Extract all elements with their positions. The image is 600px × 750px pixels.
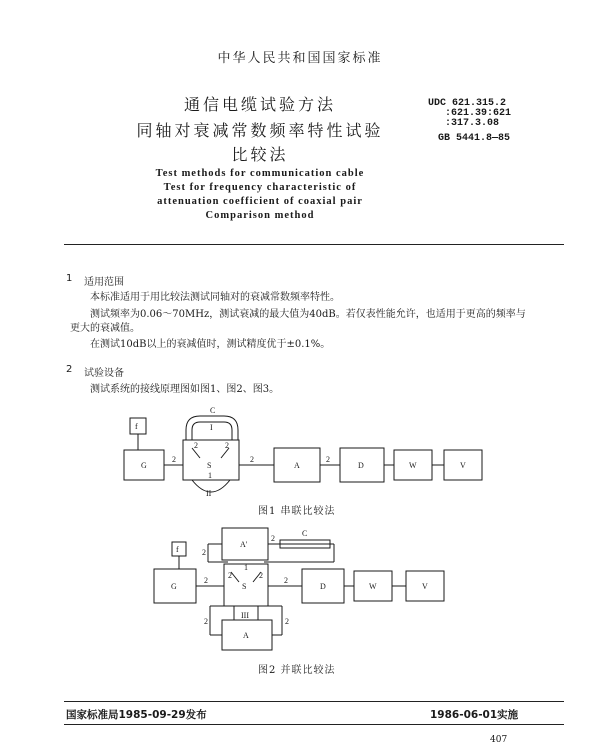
fig2-label-a: A [243,631,249,640]
english-title-line-2: Test for frequency characteristic of [163,182,357,193]
fig2-num-1: 1 [244,563,248,572]
fig1-label-v: V [460,461,466,470]
fig1-label-d: D [358,461,364,470]
udc-code-line-2: :621.39:621 [445,108,512,119]
fig1-label-s: S [207,461,212,470]
fig2-label-s: S [242,582,247,591]
fig1-num-2b: 2 [250,455,254,464]
figure-1-caption: 图1 串联比较法 [258,506,336,517]
fig2-num-2g: 2 [204,617,208,626]
fig2-box-f [172,542,186,556]
fig1-label-g: G [141,461,147,470]
fig2-label-g: G [171,582,177,591]
section-2-paragraph-1: 测试系统的接线原理图如图1、图2、图3。 [90,384,280,395]
fig2-num-2a: 2 [202,548,206,557]
fig1-label-ii: II [206,489,212,498]
section-1-number: 1 [66,273,73,284]
fig2-num-2h: 2 [285,617,289,626]
effective-date: 1986-06-01实施 [430,709,519,721]
footer-bottom-rule [64,724,564,725]
fig1-label-w: W [409,461,417,470]
figure-2-diagram [140,520,460,655]
udc-code-line-1: UDC 621.315.2 [428,98,507,109]
udc-code-line-3: :317.3.08 [445,118,500,129]
fig1-label-f: f [135,422,138,431]
title-line-3: 比较法 [231,145,289,164]
section-1-paragraph-1: 本标准适用于用比较法测试同轴对的衰减常数频率特性。 [90,292,340,303]
title-line-2: 同轴对衰减常数频率特性试验 [136,121,384,140]
fig2-label-v: V [422,582,428,591]
fig2-label-f: f [176,545,179,554]
fig1-num-2e: 2 [225,441,229,450]
fig1-label-c: C [210,406,216,415]
fig2-num-2d: 2 [284,576,288,585]
english-title-line-3: attenuation coefficient of coaxial pair [157,196,363,207]
fig2-label-iii: III [241,611,249,620]
fig2-label-d: D [320,582,326,591]
fig1-num-2c: 2 [326,455,330,464]
footer-divider [64,701,564,702]
section-1-paragraph-3: 在测试10dB以上的衰减值时，测试精度优于±0.1%。 [90,339,331,350]
figure-1-diagram [110,400,500,500]
fig2-label-c: C [302,529,308,538]
fig2-num-2e: 2 [228,571,232,580]
national-standard-heading: 中华人民共和国国家标准 [217,51,383,66]
fig1-label-i: I [210,423,213,432]
section-1-paragraph-2b: 更大的衰减值。 [70,323,140,334]
fig1-num-2d: 2 [194,441,198,450]
fig1-label-a: A [294,461,300,470]
title-line-1: 通信电缆试验方法 [183,95,336,114]
fig1-box-f [130,418,146,434]
english-title-line-1: Test methods for communication cable [155,168,365,179]
page-number: 407 [490,735,508,745]
fig2-label-a-prime: A' [240,540,248,549]
section-2-title: 试验设备 [84,368,124,379]
section-1-paragraph-2a: 测试频率为0.06～70MHz，测试衰减的最大值为40dB。若仅表性能允许，也适用于更高的频率与 [90,309,526,320]
section-1-title: 适用范围 [84,277,124,288]
fig1-num-2a: 2 [172,455,176,464]
fig2-label-w: W [369,582,377,591]
gb-number: GB 5441.8—85 [438,133,511,144]
section-2-number: 2 [66,364,73,375]
figure-2-caption: 图2 并联比较法 [258,665,336,676]
english-title-line-4: Comparison method [205,210,315,221]
issued-date: 国家标准局1985-09-29发布 [66,709,207,721]
fig1-num-1: 1 [208,471,212,480]
fig2-num-2c: 2 [204,576,208,585]
header-divider [64,244,564,245]
fig2-num-2f: 2 [259,571,263,580]
fig2-num-2b: 2 [271,534,275,543]
